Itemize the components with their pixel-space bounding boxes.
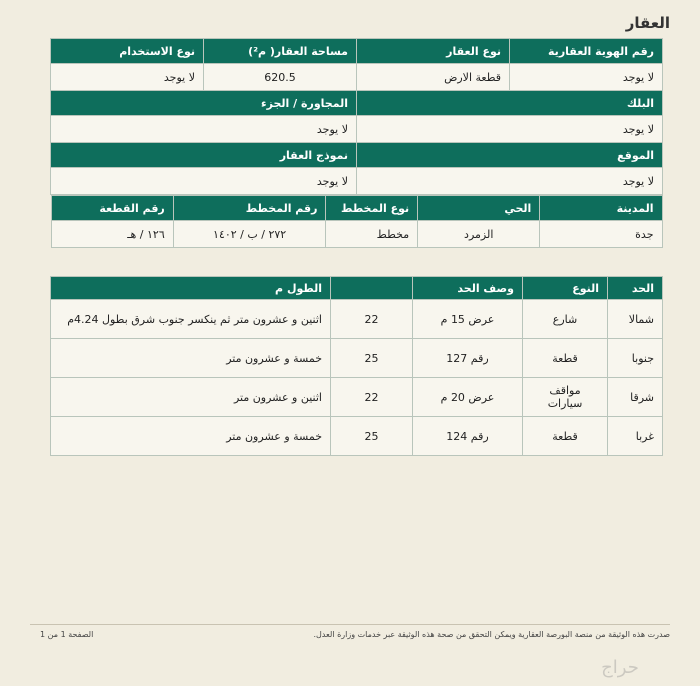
header-neighborhood: المجاورة / الجزء	[51, 91, 357, 116]
header-boundary: الحد	[608, 277, 663, 300]
footer-divider	[30, 624, 670, 625]
header-boundary-type: النوع	[523, 277, 608, 300]
header-property-id: رقم الهوية العقارية	[510, 39, 663, 64]
property-table	[50, 38, 663, 248]
boundary-length-value: 22	[331, 378, 413, 417]
boundary-type: قطعة	[523, 417, 608, 456]
header-property-model: نموذج العقار	[51, 143, 357, 168]
value-plot-number: ١٢٦ / هـ	[51, 221, 173, 248]
value-property-type: قطعة الارض	[357, 64, 510, 91]
table-row	[51, 417, 663, 456]
boundary-direction: شمالا	[608, 300, 663, 339]
boundary-length-value: 25	[331, 339, 413, 378]
plan-header-row	[51, 196, 662, 221]
header-usage: نوع الاستخدام	[51, 39, 204, 64]
watermark-logo	[565, 654, 675, 680]
property-header-row-2	[51, 91, 663, 116]
header-district: الحي	[418, 196, 540, 221]
section-title: العقار	[625, 14, 670, 32]
boundary-description: رقم 124	[413, 417, 523, 456]
boundary-type: مواقف سيارات	[523, 378, 608, 417]
value-plan-number: ٢٧٢ / ب / ١٤٠٢	[173, 221, 326, 248]
bounds-header-row	[51, 277, 663, 300]
boundary-direction: شرقا	[608, 378, 663, 417]
header-city: المدينة	[540, 196, 662, 221]
header-boundary-num	[331, 277, 413, 300]
value-usage: لا يوجد	[51, 64, 204, 91]
value-plan-type: مخطط	[326, 221, 418, 248]
value-property-id: لا يوجد	[510, 64, 663, 91]
table-row	[51, 339, 663, 378]
boundary-description: عرض 20 م	[413, 378, 523, 417]
boundary-length-value: 22	[331, 300, 413, 339]
header-plot-number: رقم القطعة	[51, 196, 173, 221]
value-neighborhood: لا يوجد	[51, 116, 357, 143]
value-location: لا يوجد	[357, 168, 663, 195]
header-area: مساحة العقار( م²)	[204, 39, 357, 64]
boundary-length-text: اثنين و عشرون متر ثم ينكسر جنوب شرق بطول 4.24م	[51, 300, 331, 339]
table-row	[51, 300, 663, 339]
property-value-row-3	[51, 168, 663, 195]
plan-table	[51, 195, 663, 248]
property-value-row-2	[51, 116, 663, 143]
boundary-length-text: خمسة و عشرون متر	[51, 339, 331, 378]
header-plan-number: رقم المخطط	[173, 196, 326, 221]
value-property-model: لا يوجد	[51, 168, 357, 195]
value-block: لا يوجد	[357, 116, 663, 143]
header-boundary-desc: وصف الحد	[413, 277, 523, 300]
boundary-length-text: خمسة و عشرون متر	[51, 417, 331, 456]
header-length: الطول م	[51, 277, 331, 300]
watermark-text: حراج	[601, 657, 639, 678]
header-plan-type: نوع المخطط	[326, 196, 418, 221]
boundary-type: شارع	[523, 300, 608, 339]
header-location: الموقع	[357, 143, 663, 168]
table-row	[51, 378, 663, 417]
bounds-table	[50, 276, 663, 456]
boundary-description: عرض 15 م	[413, 300, 523, 339]
value-city: جدة	[540, 221, 662, 248]
page-number: الصفحة 1 من 1	[40, 630, 94, 639]
boundary-length-value: 25	[331, 417, 413, 456]
value-area: 620.5	[204, 64, 357, 91]
header-block: البلك	[357, 91, 663, 116]
header-property-type: نوع العقار	[357, 39, 510, 64]
property-value-row-1	[51, 64, 663, 91]
boundary-description: رقم 127	[413, 339, 523, 378]
boundary-direction: جنوبا	[608, 339, 663, 378]
boundary-direction: غربا	[608, 417, 663, 456]
boundary-type: قطعة	[523, 339, 608, 378]
property-header-row-3	[51, 143, 663, 168]
footer-notice: صدرت هذه الوثيقة من منصة البورصة العقارية ويمكن التحقق من صحة هذه الوثيقة عبر خدمات وزارة العدل.	[313, 630, 670, 639]
value-district: الزمرد	[418, 221, 540, 248]
boundary-length-text: اثنين و عشرون متر	[51, 378, 331, 417]
property-header-row-1	[51, 39, 663, 64]
plan-value-row	[51, 221, 662, 248]
